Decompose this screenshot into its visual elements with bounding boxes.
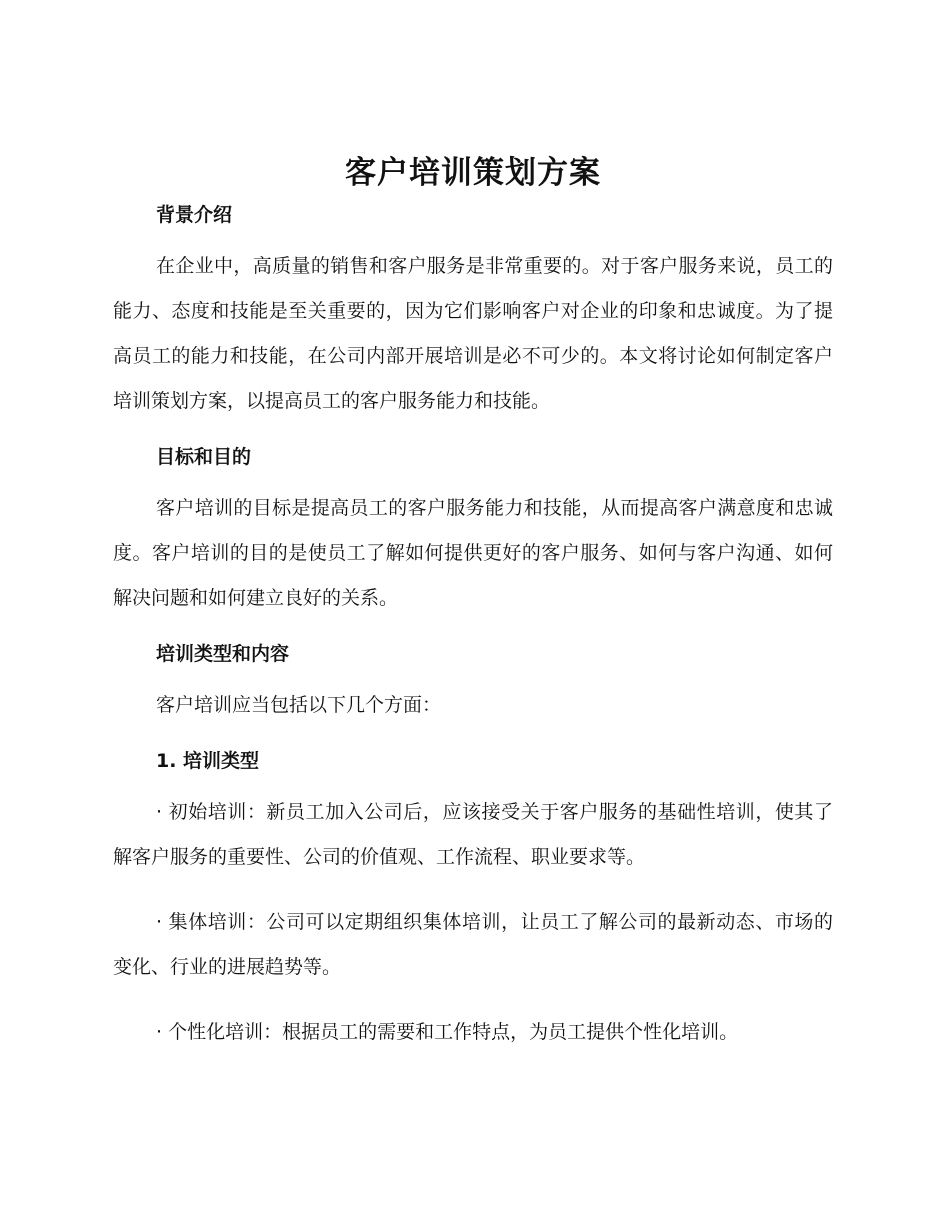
list-item-group-training: · 集体培训：公司可以定期组织集体培训，让员工了解公司的最新动态、市场的变化、行业的进展趋势等。 — [113, 911, 833, 978]
paragraph-background: 在企业中，高质量的销售和客户服务是非常重要的。对于客户服务来说，员工的能力、态度和技能是至关重要的，因为它们影响客户对企业的印象和忠诚度。为了提高员工的能力和技能，在公司内部开展培训是必不可少的。本文将讨论如何制定客户培训策划方案，以提高员工的客户服务能力和技能。 — [113, 255, 833, 412]
section-heading-training-types: 1. 培训类型 — [156, 750, 260, 772]
paragraph-training-intro: 客户培训应当包括以下几个方面： — [156, 694, 442, 716]
document-title: 客户培训策划方案 — [345, 155, 601, 191]
section-heading-background: 背景介绍 — [156, 204, 233, 226]
paragraph-goals: 客户培训的目标是提高员工的客户服务能力和技能，从而提高客户满意度和忠诚度。客户培训的目的是使员工了解如何提供更好的客户服务、如何与客户沟通、如何解决问题和如何建立良好的关系。 — [113, 497, 833, 609]
section-heading-goals: 目标和目的 — [156, 446, 252, 468]
section-heading-training-types-content: 培训类型和内容 — [156, 643, 290, 665]
list-item-personalized-training: · 个性化培训：根据员工的需要和工作特点，为员工提供个性化培训。 — [156, 1021, 739, 1043]
document-body — [113, 150, 833, 1055]
list-item-initial-training: · 初始培训：新员工加入公司后，应该接受关于客户服务的基础性培训，使其了解客户服务的重要性、公司的价值观、工作流程、职业要求等。 — [113, 801, 833, 868]
